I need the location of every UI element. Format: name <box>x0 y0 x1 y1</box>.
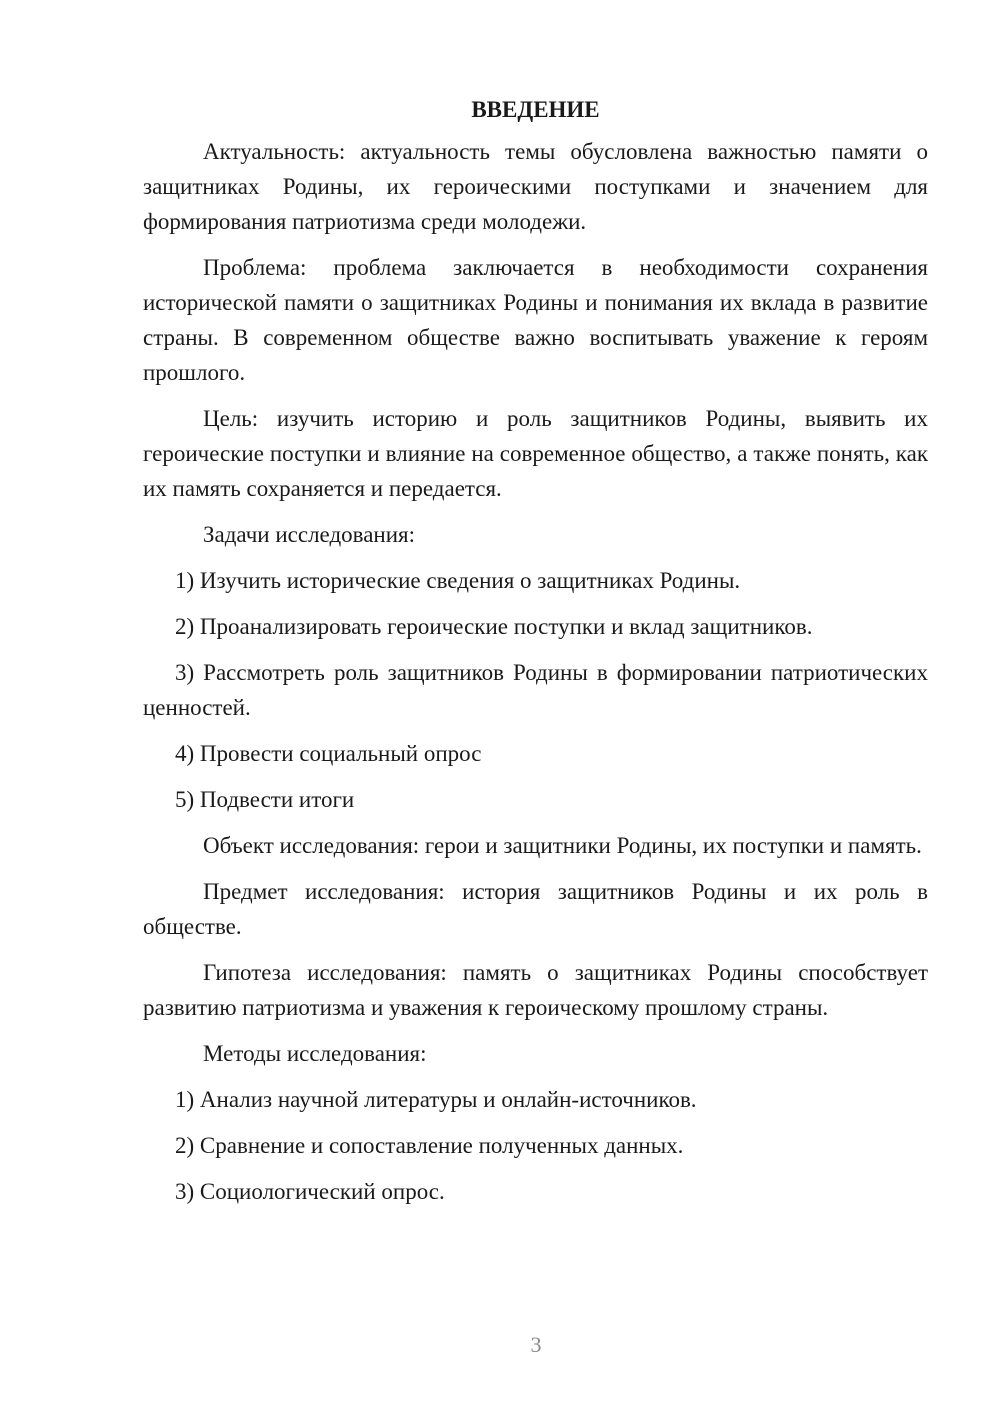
method-item: 1) Анализ научной литературы и онлайн-источников. <box>175 1087 697 1112</box>
tasks-title: Задачи исследования: <box>203 522 416 547</box>
task-item: 2) Проанализировать героические поступки и вклад защитников. <box>175 614 813 639</box>
methods-title: Методы исследования: <box>203 1041 427 1066</box>
task-item: 3) Рассмотреть роль защитников Родины в формировании патриотических ценностей. <box>143 660 928 720</box>
section-heading: ВВЕДЕНИЕ <box>471 97 600 122</box>
subject-paragraph: Предмет исследования: история защитников Родины и их роль в обществе. <box>143 879 928 939</box>
page-number: 3 <box>530 1332 542 1357</box>
object-paragraph: Объект исследования: герои и защитники Родины, их поступки и память. <box>203 833 922 858</box>
method-item: 3) Социологический опрос. <box>175 1179 445 1204</box>
task-item: 1) Изучить исторические сведения о защитниках Родины. <box>175 568 741 593</box>
task-item: 4) Провести социальный опрос <box>175 741 482 766</box>
page-content <box>143 92 928 1220</box>
relevance-paragraph: Актуальность: актуальность темы обусловлена важностью памяти о защитниках Родины, их героическими поступками и значением для формирования патриотизма среди молодежи. <box>143 139 928 234</box>
problem-paragraph: Проблема: проблема заключается в необходимости сохранения исторической памяти о защитниках Родины и понимания их вклада в развитие страны. В современном обществе важно воспитывать уважение к героям прошлого. <box>143 255 928 385</box>
method-item: 2) Сравнение и сопоставление полученных данных. <box>175 1133 684 1158</box>
goal-paragraph: Цель: изучить историю и роль защитников Родины, выявить их героические поступки и влияние на современное общество, а также понять, как их память сохраняется и передается. <box>143 406 928 501</box>
hypothesis-paragraph: Гипотеза исследования: память о защитниках Родины способствует развитию патриотизма и уважения к героическому прошлому страны. <box>143 960 928 1020</box>
task-item: 5) Подвести итоги <box>175 787 355 812</box>
